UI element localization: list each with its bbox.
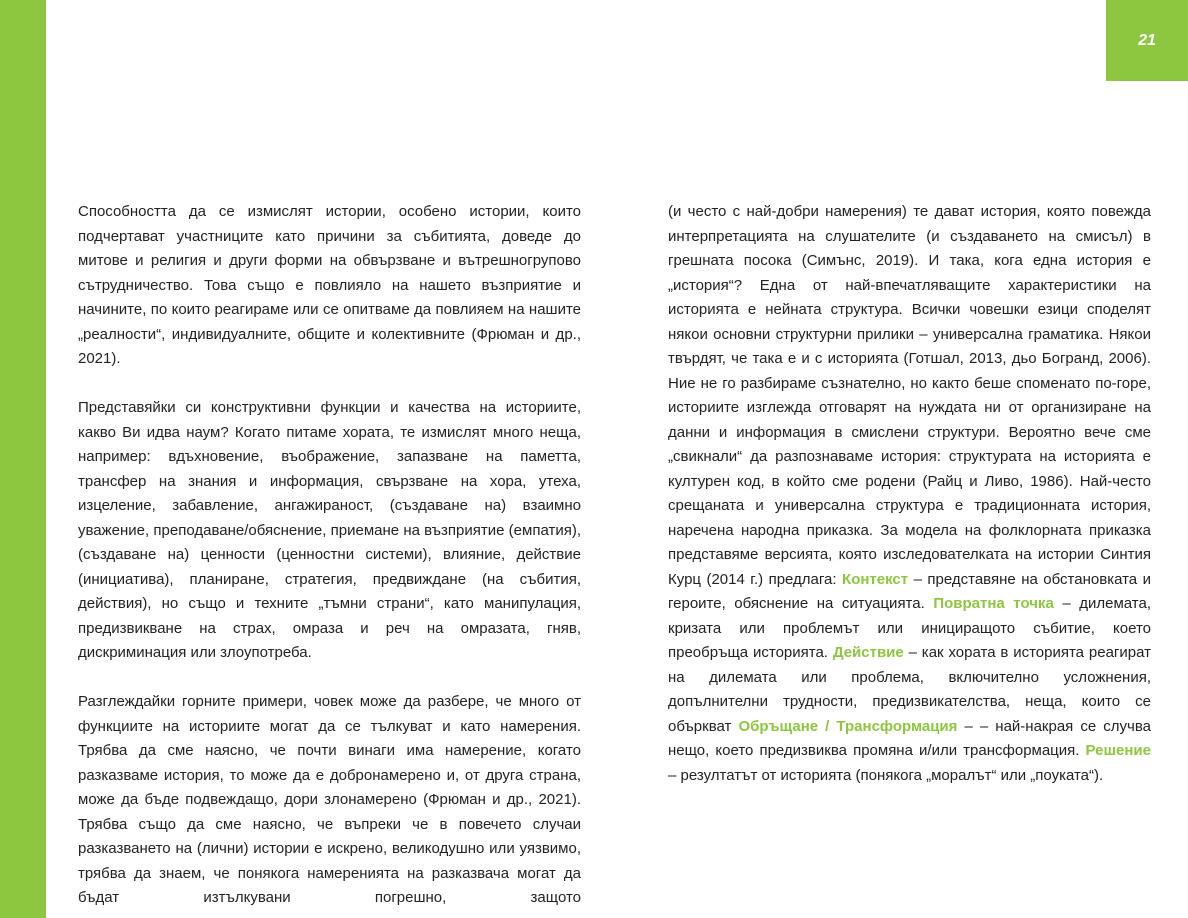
page-number-tab xyxy=(1106,0,1188,81)
term-resolution-description: – резултатът от историята (понякога „моралът“ или „поуката“). xyxy=(668,766,1104,784)
left-accent-bar xyxy=(0,0,46,918)
term-turning-point: Повратна точка xyxy=(933,595,1054,612)
left-text-column xyxy=(78,200,581,911)
term-context-description: – представяне на обстановката и героите, обяснение на ситуацията. xyxy=(668,570,1151,612)
term-action: Действие xyxy=(832,644,904,661)
paragraph: Способността да се измислят истории, особено истории, които подчертават участниците като причини за събитията, доведе до митове и религия и други форми на обвързване и вътрешногрупово сътрудничество. Това също е повлияло на нашето възприятие и начините, по които реагираме или се опитваме да повлияем на нашите „реалности“, индивидуалните, общите и колективните (Фрюман и др., 2021). xyxy=(78,203,581,367)
structure-item-transformation xyxy=(668,718,1151,760)
paragraph: Разглеждайки горните примери, човек може да разбере, че много от функциите на историите могат да се тълкуват и като намерения. Трябва да сме наясно, че почти винаги има намерение, когато разказваме история, то може да е добронамерено и, от друга страна, може да бъде подвеждащо, дори злонамерено (Фрюман и др., 2021). Трябва също да сме наясно, че въпреки че в повечето случаи разказването на (лични) истории е искрено, великодушно или уязвимо, трябва да знаем, че понякога намеренията на разказвача могат да бъдат изтълкувани погрешно, защото xyxy=(78,693,581,906)
term-action-description: – как хората в историята реагират на дилемата или проблема, включително усложнения, допълнителни трудности, предизвикателства, неща, които се объркват xyxy=(668,644,1151,735)
term-transformation: Обръщане / Трансформация xyxy=(738,717,958,735)
intro-text: (и често с най-добри намерения) те дават история, която повежда интерпретацията на слушателите (и създаването на смисъл) в грешната посока (Симънс, 2019). И така, кога една история е „история“? Една от най-впечатляващите характеристики на историята е нейната структура. Всички човешки езици споделят някои основни структурни прилики – универсална граматика. Някои твърдят, че така е и с историята (Готшал, 2013, дьо Богранд, 2006). Ние не го разбираме съзнателно, но както беше споменато по-горе, историите изглежда отговарят на нуждата ни от организиране на данни и информация в смислени структури. Вероятно вече сме „свикнали“ да разпознаваме история: структурата на историята е културен код, в който сме родени (Райц и Ливо, 1986). Най-често срещаната и универсална структура е традиционната история, наречена народна приказка. За модела на фолклорната приказка представяме версията, която изследователката на истории Синтия Курц (2014 г.) предлага: xyxy=(668,203,1151,588)
page-number: 21 xyxy=(1138,31,1156,49)
paragraph: Представяйки си конструктивни функции и качества на историите, какво Ви идва наум? Когато питаме хората, те измислят много неща, например: вдъхновение, въображение, запазване на паметта, трансфер на знания и информация, свързване на хора, утеха, изцеление, забавление, ангажираност, (създаване на) взаимно уважение, преподаване/обяснение, приемане на възприятие (емпатия), (създаване на) ценности (ценностни системи), влияние, действие (инициатива), планиране, стратегия, предвиждане (на събития, действия), но също и техните „тъмни страни“, като манипулация, предизвикване на страх, омраза и реч на омразата, гняв, дискриминация или злоупотреба. xyxy=(78,399,581,661)
term-resolution: Решение xyxy=(1085,742,1151,759)
right-text-column xyxy=(668,200,1151,788)
term-turning-point-description: – дилемата, кризата или проблемът или инициращото събитие, което преобръща историята. xyxy=(668,595,1151,661)
term-context: Контекст xyxy=(842,570,909,588)
story-structure-block xyxy=(668,200,1151,788)
term-transformation-description: – – най-накрая се случва нещо, което предизвиква промяна и/или трансформация. xyxy=(668,717,1151,759)
